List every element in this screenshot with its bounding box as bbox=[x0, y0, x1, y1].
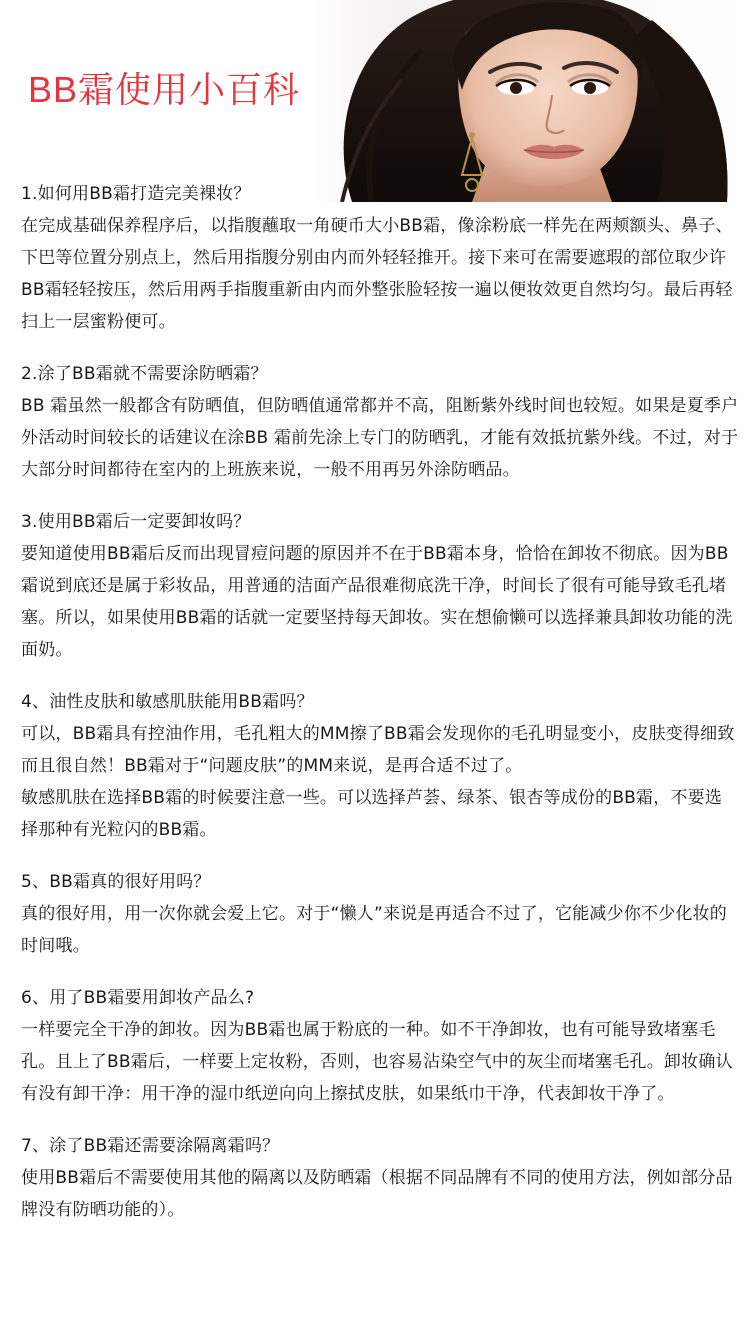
hero-header bbox=[0, 0, 745, 202]
question-heading: 3.使用BB霜后一定要卸妆吗？ bbox=[21, 512, 251, 532]
article-body bbox=[21, 178, 739, 1246]
answer-paragraph: 真的很好用，用一次你就会爱上它。对于“懒人”来说是再适合不过了，它能减少你不少化妆的时间哦。 bbox=[21, 904, 728, 956]
answer-paragraph: 使用BB霜后不需要使用其他的隔离以及防晒霜（根据不同品牌有不同的使用方法，例如部分品牌没有防晒功能的）。 bbox=[21, 1168, 733, 1220]
question-heading: 2.涂了BB霜就不需要涂防晒霜？ bbox=[21, 364, 268, 384]
question-heading: 1.如何用BB霜打造完美裸妆？ bbox=[21, 184, 251, 204]
answer-paragraph: 敏感肌肤在选择BB霜的时候要注意一些。可以选择芦荟、绿茶、银杏等成份的BB霜，不要选择那种有光粒闪的BB霜。 bbox=[21, 788, 723, 840]
answer-paragraph: BB 霜虽然一般都含有防晒值，但防晒值通常都并不高，阻断紫外线时间也较短。如果是夏季户外活动时间较长的话建议在涂BB 霜前先涂上专门的防晒乳，才能有效抵抗紫外线。不过，对于大部分时间都待在室内的上班族来说，一般不用再另外涂防晒品。 bbox=[21, 396, 739, 480]
question-heading: 6、用了BB霜要用卸妆产品么? bbox=[21, 988, 255, 1008]
qa-section-5 bbox=[21, 866, 739, 962]
question-heading: 7、涂了BB霜还需要涂隔离霜吗？ bbox=[21, 1136, 280, 1156]
answer-paragraph: 一样要完全干净的卸妆。因为BB霜也属于粉底的一种。如不干净卸妆，也有可能导致堵塞毛孔。且上了BB霜后，一样要上定妆粉，否则，也容易沾染空气中的灰尘而堵塞毛孔。卸妆确认有没有卸干净：用干净的湿巾纸逆向向上擦拭皮肤，如果纸巾干净，代表卸妆干净了。 bbox=[21, 1020, 733, 1104]
qa-section-4 bbox=[21, 686, 739, 846]
portrait-image bbox=[312, 0, 745, 202]
qa-section-2 bbox=[21, 358, 739, 486]
question-heading: 4、油性皮肤和敏感肌肤能用BB霜吗？ bbox=[21, 692, 314, 712]
qa-section-7 bbox=[21, 1130, 739, 1226]
answer-paragraph: 在完成基础保养程序后，以指腹蘸取一角硬币大小BB霜，像涂粉底一样先在两颊额头、鼻子、下巴等位置分别点上，然后用指腹分别由内而外轻轻推开。接下来可在需要遮瑕的部位取少许BB霜轻轻按压，然后用两手指腹重新由内而外整张脸轻按一遍以便妆效更自然均匀。最后再轻扫上一层蜜粉便可。 bbox=[21, 216, 733, 332]
answer-paragraph: 可以，BB霜具有控油作用，毛孔粗大的MM擦了BB霜会发现你的毛孔明显变小，皮肤变得细致而且很自然！BB霜对于“问题皮肤”的MM来说，是再合适不过了。 bbox=[21, 724, 735, 776]
qa-section-6 bbox=[21, 982, 739, 1110]
page-title: BB霜使用小百科 bbox=[28, 69, 301, 110]
answer-paragraph: 要知道使用BB霜后反而出现冒痘问题的原因并不在于BB霜本身，恰恰在卸妆不彻底。因为BB霜说到底还是属于彩妆品，用普通的洁面产品很难彻底洗干净，时间长了很有可能导致毛孔堵塞。所以，如果使用BB霜的话就一定要坚持每天卸妆。实在想偷懒可以选择兼具卸妆功能的洗面奶。 bbox=[21, 544, 733, 660]
qa-section-3 bbox=[21, 506, 739, 666]
question-heading: 5、BB霜真的很好用吗？ bbox=[21, 872, 211, 892]
qa-section-1 bbox=[21, 178, 739, 338]
